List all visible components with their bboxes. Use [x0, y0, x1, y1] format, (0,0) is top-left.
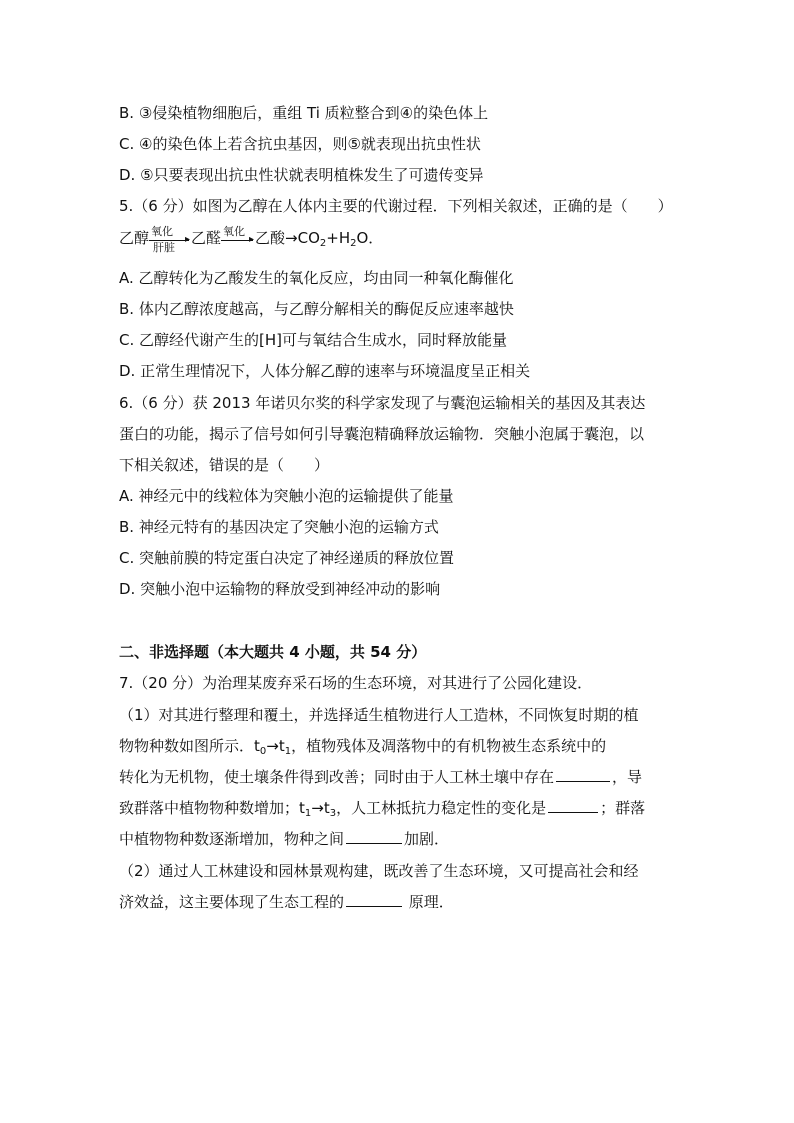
- acetaldehyde-label: 乙醛: [191, 229, 222, 247]
- arrow2-top-label: 氧化: [223, 224, 246, 238]
- t0-subscript: 0: [259, 746, 267, 757]
- answer-blank-3[interactable]: [346, 829, 402, 844]
- q7-part1-line2-text-c: ，植物残体及凋落物中的有机物被生态系统中的: [291, 737, 607, 755]
- q7-part2-line1: （2）通过人工林建设和园林景观构建，既改善了生态环境，又可提高社会和经: [119, 862, 639, 880]
- q5-option-c: C. 乙醇经代谢产生的[H]可与氧结合生成水，同时释放能量: [119, 331, 507, 349]
- oxidation-arrow: 氧化 ▸: [223, 224, 255, 245]
- water-end-label: O．: [356, 229, 384, 247]
- t1-subscript: 1: [284, 746, 292, 757]
- q5-option-d: D. 正常生理情况下，人体分解乙醇的速率与环境温度呈正相关: [119, 362, 531, 380]
- q5-option-b: B. 体内乙醇浓度越高，与乙醇分解相关的酶促反应速率越快: [119, 300, 514, 318]
- h2o-subscript: 2: [350, 238, 357, 249]
- q5-reaction-equation: [119, 224, 684, 254]
- section-2-title: 二、非选择题（本大题共 4 小题，共 54 分）: [119, 643, 427, 661]
- answer-blank-4[interactable]: [346, 892, 402, 907]
- q4-option-d: D. ⑤只要表现出抗虫性状就表明植株发生了可遗传变异: [119, 166, 484, 184]
- q7-part1-line3: [119, 767, 684, 787]
- q7-part1-line4-text-d: ；群落: [600, 799, 646, 817]
- q4-option-b: B. ③侵染植物细胞后，重组 Ti 质粒整合到④的染色体上: [119, 104, 489, 122]
- q7-part1-line4-text-c: ，人工林抵抗力稳定性的变化是: [336, 799, 547, 817]
- q4-option-c: C. ④的染色体上若含抗虫基因，则⑤就表现出抗虫性状: [119, 135, 481, 153]
- co2-subscript: 2: [319, 238, 327, 249]
- q7-part2-line2-text-a: 济效益，这主要体现了生态工程的: [119, 893, 345, 911]
- ethanol-label: 乙醇: [119, 229, 150, 247]
- q7-part1-line4: [119, 798, 684, 818]
- acetic-label: 乙酸→CO: [255, 229, 320, 247]
- q6-stem-line2: 蛋白的功能，揭示了信号如何引导囊泡精确释放运输物．突触小泡属于囊泡，以: [119, 425, 645, 443]
- q6-option-d: D. 突触小泡中运输物的释放受到神经冲动的影响: [119, 580, 441, 598]
- q5-stem: 5.（6 分）如图为乙醇在人体内主要的代谢过程．下列相关叙述，正确的是（ ）: [119, 197, 673, 215]
- q5-option-a: A. 乙醇转化为乙酸发生的氧化反应，均由同一种氧化酶催化: [119, 269, 514, 287]
- q7-part1-line3-text-b: ，导: [612, 768, 643, 786]
- q7-part1-line2-text-b: →t: [266, 737, 285, 755]
- t3-subscript: 3: [329, 808, 337, 819]
- q7-part1-line4-text-b: →t: [311, 799, 330, 817]
- q7-part1-line1: （1）对其进行整理和覆土，并选择适生植物进行人工造林，不同恢复时期的植: [119, 706, 639, 724]
- t1-subscript-b: 1: [304, 808, 312, 819]
- q7-part1-line5: [119, 829, 684, 849]
- q6-stem-line3: 下相关叙述，错误的是（ ）: [119, 456, 330, 474]
- answer-blank-2[interactable]: [548, 798, 598, 813]
- q7-part1-line2: [119, 736, 684, 756]
- q7-part2-line2-text-b: 原理．: [404, 893, 454, 911]
- q6-option-c: C. 突触前膜的特定蛋白决定了神经递质的释放位置: [119, 549, 455, 567]
- q7-part1-line5-text-a: 中植物物种数逐渐增加，物种之间: [119, 830, 345, 848]
- q6-stem-line1: 6.（6 分）获 2013 年诺贝尔奖的科学家发现了与囊泡运输相关的基因及其表达: [119, 394, 646, 412]
- q7-part1-line5-text-b: 加剧．: [404, 830, 450, 848]
- q6-option-b: B. 神经元特有的基因决定了突触小泡的运输方式: [119, 518, 439, 536]
- q7-part1-line4-text-a: 致群落中植物物种数增加；t: [119, 799, 305, 817]
- q7-part2-line2: [119, 892, 684, 912]
- plus-h-label: +H: [326, 229, 351, 247]
- oxidation-liver-arrow: 氧化 ▸ 肝脏: [151, 224, 191, 254]
- q7-part1-line2-text-a: 物物种数如图所示．t: [119, 737, 260, 755]
- arrow1-bottom-label: 肝脏: [153, 240, 176, 254]
- arrow1-top-label: 氧化: [151, 224, 174, 238]
- q7-part1-line3-text-a: 转化为无机物，使土壤条件得到改善；同时由于人工林土壤中存在: [119, 768, 555, 786]
- q6-option-a: A. 神经元中的线粒体为突触小泡的运输提供了能量: [119, 487, 454, 505]
- q7-stem: 7.（20 分）为治理某废弃采石场的生态环境，对其进行了公园化建设．: [119, 674, 593, 692]
- answer-blank-1[interactable]: [556, 767, 610, 782]
